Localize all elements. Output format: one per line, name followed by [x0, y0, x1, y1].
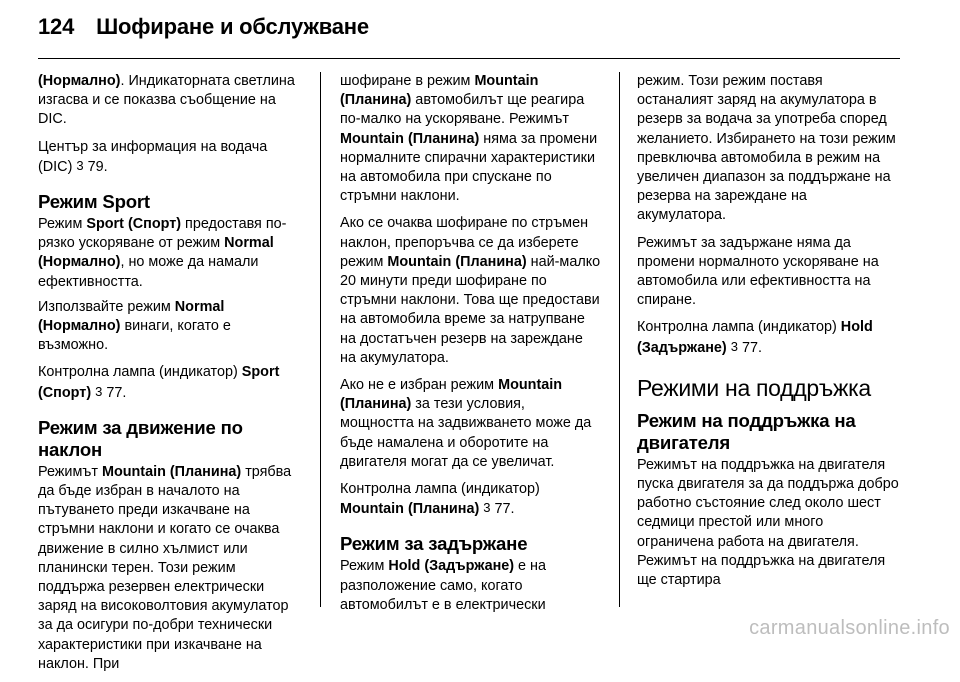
paragraph-sport-indicator	[38, 363, 300, 402]
term-mountain: Mountain (Планина)	[340, 377, 563, 413]
paragraph-text: Контролна лампа (индикатор)	[38, 364, 242, 381]
paragraph-mountain-recommendation	[340, 214, 602, 368]
page-ref-number[interactable]: 77.	[741, 339, 762, 356]
page-ref-icon: 3	[76, 157, 84, 173]
paragraph-text: Контролна лампа (индикатор)	[340, 481, 540, 498]
paragraph-mountain-not-selected	[340, 376, 602, 472]
paragraph-text: . Индикаторната светлина изгасва и се показва съобщение на DIC.	[38, 73, 295, 128]
paragraph-text: винаги, когато е възможно.	[38, 318, 231, 354]
paragraph-text: е на разположение само, когато автомобилът е в електрически	[340, 558, 547, 613]
term-mountain: Mountain (Планина)	[387, 253, 527, 270]
paragraph-text: , но може да намали ефективността.	[38, 254, 259, 290]
term-normal: (Нормално)	[38, 73, 121, 89]
term-normal: Normal (Нормално)	[38, 235, 274, 271]
paragraph-mountain-driving	[340, 72, 602, 206]
paragraph-text: Използвайте режим	[38, 298, 175, 315]
page-ref-icon: 3	[483, 500, 491, 516]
column-3	[637, 72, 899, 598]
paragraph-text: предоставя по-рязко ускоряване от режим	[38, 216, 287, 252]
paragraph-text: шофиране в режим	[340, 73, 475, 89]
paragraph-text: Ако не е избран режим	[340, 377, 499, 394]
term-normal: Normal (Нормално)	[38, 298, 225, 335]
paragraph-text: трябва да бъде избран в началото на пътуването преди изкачване на стръмни наклони и когато се очаква движение в силно хълмист или планински терен. Този режим поддържа резервен електрически заряд на високоволтовия акумулатор за да осигури по-добри технически характеристики при изкачване на наклон. При	[38, 463, 292, 672]
page-header	[38, 14, 369, 46]
watermark: carmanualsonline.info	[749, 617, 950, 639]
paragraph-text: Контролна лампа (индикатор)	[637, 319, 841, 336]
column-divider-2	[619, 72, 620, 607]
page-number: 124	[38, 14, 75, 39]
term-mountain: Mountain (Планина)	[340, 73, 539, 109]
term-sport: Sport (Спорт)	[86, 216, 182, 233]
paragraph-text: няма за промени нормалните спирачни характеристики на автомобила при спускане по стръмни наклони.	[340, 130, 598, 205]
paragraph-text: Център за информация на водача (DIC)	[38, 138, 268, 175]
paragraph-use-normal	[38, 298, 300, 356]
paragraph-text: Режимът	[38, 463, 102, 480]
paragraph-text: Ако се очаква шофиране по стръмен наклон, препоръчва се да изберете режим	[340, 215, 589, 270]
column-2	[340, 72, 602, 623]
term-mountain: Mountain (Планина)	[340, 501, 480, 518]
page-ref-number[interactable]: 77.	[494, 501, 515, 518]
heading-mountain-mode: Режим за движение по наклон	[38, 416, 243, 460]
paragraph-hold-indicator	[637, 318, 899, 357]
paragraph-text: за тези условия, мощността на задвижването може да бъде намалена и оборотите на двигателя могат да се увеличат.	[340, 396, 592, 470]
term-mountain: Mountain (Планина)	[101, 463, 242, 480]
term-hold: Hold (Задържане)	[637, 319, 873, 356]
paragraph-text: Режим	[38, 216, 87, 233]
paragraph-mountain-indicator	[340, 480, 602, 519]
paragraph-dic-reference	[38, 138, 300, 177]
page-ref-number[interactable]: 79.	[87, 158, 108, 175]
paragraph-text: най-малко 20 минути преди шофиране по стръмни наклони. Това ще предостави на автомобила време за натрупване на достатъчен резерв на зареждане на акумулатора.	[340, 253, 601, 366]
page-ref-icon: 3	[95, 383, 103, 399]
term-hold: Hold (Задържане)	[388, 558, 515, 575]
page-ref-icon: 3	[730, 338, 738, 354]
paragraph-mountain-mode	[38, 463, 300, 674]
heading-hold-mode: Режим за задържане	[340, 533, 528, 555]
term-sport: Sport (Спорт)	[38, 364, 280, 401]
header-rule	[38, 58, 900, 59]
paragraph-hold-mode	[340, 557, 602, 615]
page-ref-number[interactable]: 77.	[106, 384, 127, 401]
column-divider-1	[320, 72, 321, 607]
term-mountain: Mountain (Планина)	[340, 130, 480, 147]
paragraph-hold-description: режим. Този режим поставя останалият заряд на акумулатора в резерв за водача за употреба според желанието. Избирането на този режим превключва автомобила в режим на увеличен диапазон за поддържане на резерва на зареждане на акумулатора.	[637, 73, 896, 224]
heading-maintenance-modes: Режими на поддръжка	[637, 374, 871, 401]
heading-engine-maintenance: Режим на поддръжка на двигателя	[637, 409, 856, 453]
heading-sport-mode: Режим Sport	[38, 191, 150, 213]
paragraph-engine-maintenance: Режимът на поддръжка на двигателя пуска двигателя за да поддържа добро работно състояние след около шест седмици престой или много ограничена работа на двигателя. Режимът на поддръжка на двигателя ще стартира	[637, 456, 899, 589]
paragraph-hold-no-change: Режимът за задържане няма да промени нормалното ускоряване на автомобила или ефективността на спиране.	[637, 234, 879, 309]
page-title: Шофиране и обслужване	[96, 14, 369, 39]
paragraph-normal-mode-end	[38, 72, 300, 130]
paragraph-sport-mode	[38, 215, 300, 292]
column-1	[38, 72, 300, 682]
paragraph-text: автомобилът ще реагира по-малко на ускоряване. Режимът	[340, 92, 585, 128]
paragraph-text: Режим	[340, 558, 389, 575]
